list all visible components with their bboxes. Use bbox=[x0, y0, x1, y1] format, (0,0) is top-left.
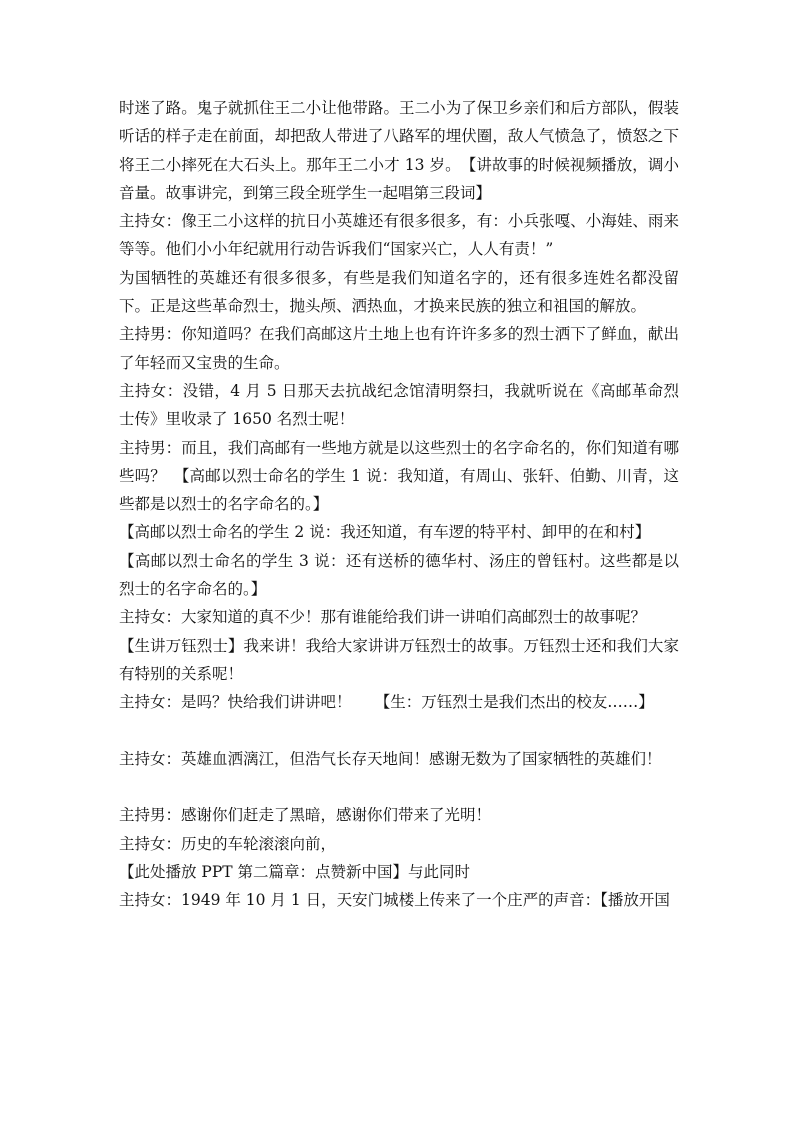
paragraph-male-host-thanks: 主持男：感谢你们赶走了黑暗，感谢你们带来了光明！ bbox=[119, 806, 492, 825]
paragraph-student-2: 【高邮以烈士命名的学生 2 说：我还知道，有车逻的特平村、卸甲的在和村】 bbox=[119, 523, 651, 542]
paragraph-student-wanyu: 【生讲万钰烈士】我来讲！我给大家讲讲万钰烈士的故事。万钰烈士还和我们大家有特别的关系呢！ bbox=[119, 636, 679, 683]
paragraph-male-host-gaoyou: 主持男：你知道吗？在我们高邮这片土地上也有许许多多的烈士洒下了鲜血，献出了年轻而又宝贵的生命。 bbox=[119, 325, 679, 372]
paragraph-female-host-history: 主持女：历史的车轮滚滚向前， bbox=[119, 834, 337, 853]
blank-line bbox=[119, 773, 679, 801]
paragraph-ppt-cue: 【此处播放 PPT 第二篇章：点赞新中国】与此同时 bbox=[119, 863, 471, 882]
paragraph-female-host-heroes: 主持女：像王二小这样的抗日小英雄还有很多很多，有：小兵张嘎、小海娃、雨来等等。他们小小年纪就用行动告诉我们“国家兴亡，人人有责！” bbox=[119, 212, 679, 259]
paragraph-female-host-question: 主持女：大家知道的真不少！那有谁能给我们讲一讲咱们高邮烈士的故事呢？ bbox=[119, 608, 647, 627]
blank-line bbox=[119, 717, 679, 745]
paragraph-female-host-1949: 主持女：1949 年 10 月 1 日，天安门城楼上传来了一个庄严的声音：【播放开国 bbox=[119, 891, 670, 910]
body-text bbox=[119, 94, 679, 915]
paragraph-student-3: 【高邮以烈士命名的学生 3 说：还有送桥的德华村、汤庄的曾钰村。这些都是以烈士的名字命名的。】 bbox=[119, 551, 679, 599]
paragraph-martyrs: 为国牺牲的英雄还有很多很多，有些是我们知道名字的，还有很多连姓名都没留下。正是这些革命烈士，抛头颅、洒热血，才换来民族的独立和祖国的解放。 bbox=[119, 268, 679, 316]
paragraph-female-host-thanks: 主持女：英雄血洒漓江，但浩气长存天地间！感谢无数为了国家牺牲的英雄们！ bbox=[119, 749, 662, 768]
paragraph-female-host-alumni: 主持女：是吗？快给我们讲讲吧！ 【生：万钰烈士是我们杰出的校友……】 bbox=[119, 693, 654, 712]
paragraph-female-host-qingming: 主持女：没错，4 月 5 日那天去抗战纪念馆清明祭扫，我就听说在《高邮革命烈士传》里收录了 1650 名烈士呢！ bbox=[119, 381, 679, 429]
paragraph-male-host-place-names: 主持男：而且，我们高邮有一些地方就是以这些烈士的名字命名的，你们知道有哪些吗？ 【高邮以烈士命名的学生 1 说：我知道，有周山、张轩、伯勤、川青，这些都是以烈士的名字命名的。】 bbox=[119, 438, 679, 514]
paragraph-story-end: 时迷了路。鬼子就抓住王二小让他带路。王二小为了保卫乡亲们和后方部队，假装听话的样子走在前面，却把敌人带进了八路军的埋伏圈，敌人气愤急了，愤怒之下将王二小摔死在大石头上。那年王二小才 13 岁。 【讲故事的时候视频播放，调小音量。故事讲完，到第三段全班学生一起唱第三段词】 bbox=[119, 99, 679, 202]
